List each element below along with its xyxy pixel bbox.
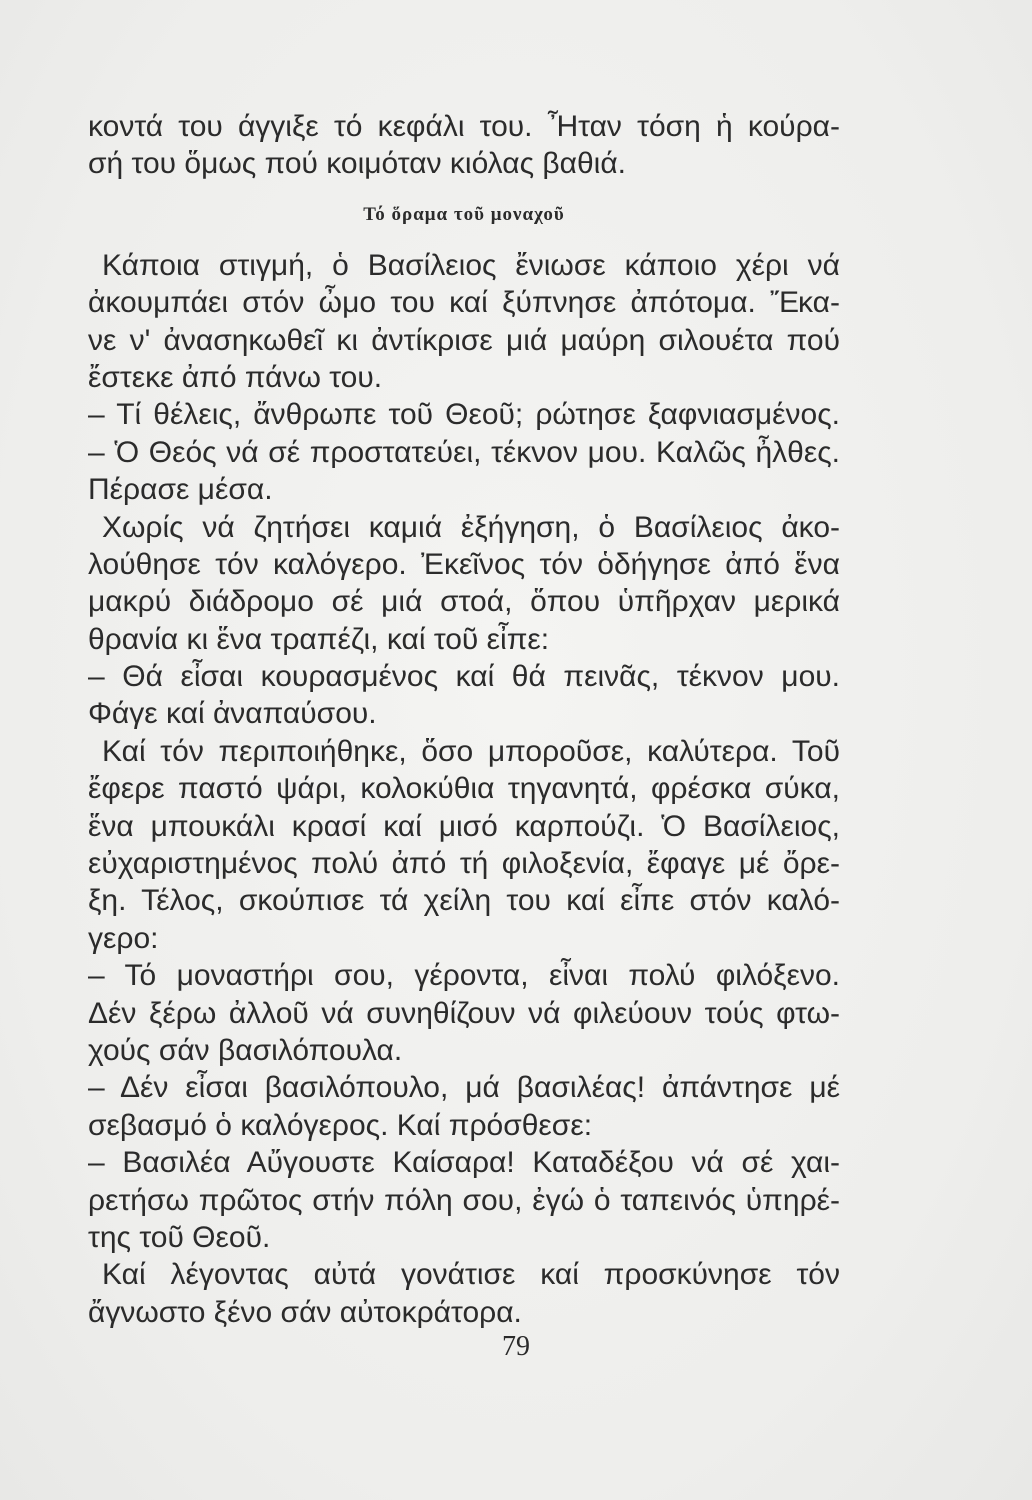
text-line: μακρύ διάδρομο σέ μιά στοά, ὅπου ὑπῆρχαν μερικά xyxy=(88,585,840,619)
dialogue-line: – Τί θέλεις, ἄνθρωπε τοῦ Θεοῦ; ρώτησε ξαφνιασμένος. xyxy=(88,398,840,432)
text-line: νε ν' ἀνασηκωθεῖ κι ἀντίκρισε μιά μαύρη σιλουέτα πού xyxy=(88,323,840,357)
text-line: ἀκουμπάει στόν ὦμο του καί ξύπνησε ἀπότομα. Ἔκα- xyxy=(88,286,840,320)
text-line: Καί λέγοντας αὐτά γονάτισε καί προσκύνησε τόν xyxy=(102,1258,840,1292)
text-line: Δέν ξέρω ἀλλοῦ νά συνηθίζουν νά φιλεύουν τούς φτω- xyxy=(88,996,840,1030)
text-line: ἄγνωστο ξένο σάν αὐτοκράτορα. xyxy=(88,1295,522,1329)
text-line: Χωρίς νά ζητήσει καμιά ἐξήγηση, ὁ Βασίλειος ἀκο- xyxy=(102,510,840,544)
text-line: σή του ὅμως πού κοιμόταν κιόλας βαθιά. xyxy=(88,147,626,181)
text-line: χούς σάν βασιλόπουλα. xyxy=(88,1033,403,1067)
text-line: Καί τόν περιποιήθηκε, ὅσο μποροῦσε, καλύτερα. Τοῦ xyxy=(102,734,840,768)
text-line: σεβασμό ὁ καλόγερος. Καί πρόσθεσε: xyxy=(88,1108,593,1142)
text-line: Πέρασε μέσα. xyxy=(88,473,273,507)
text-line: Κάποια στιγμή, ὁ Βασίλειος ἔνιωσε κάποιο χέρι νά xyxy=(102,248,840,282)
text-line: ξη. Τέλος, σκούπισε τά χείλη του καί εἶπε στόν καλό- xyxy=(88,884,840,918)
text-line: της τοῦ Θεοῦ. xyxy=(88,1220,271,1254)
text-line: θρανία κι ἕνα τραπέζι, καί τοῦ εἶπε: xyxy=(88,622,550,656)
text-line: ἔστεκε ἀπό πάνω του. xyxy=(88,360,383,394)
dialogue-line: – Δέν εἶσαι βασιλόπουλο, μά βασιλέας! ἀπάντησε μέ xyxy=(88,1071,840,1105)
text-line: ἔφερε παστό ψάρι, κολοκύθια τηγανητά, φρέσκα σύκα, xyxy=(88,772,840,806)
body-text xyxy=(88,108,840,1331)
section-heading: Τό ὅραμα τοῦ μοναχοῦ xyxy=(363,203,565,225)
text-line: κοντά του άγγιξε τό κεφάλι του. Ἦταν τόση ἡ κούρα- xyxy=(88,110,840,143)
dialogue-line: – Τό μοναστήρι σου, γέροντα, εἶναι πολύ φιλόξενο. xyxy=(88,959,840,993)
text-line: ρετήσω πρῶτος στήν πόλη σου, ἐγώ ὁ ταπεινός ὑπηρέ- xyxy=(88,1183,840,1217)
text-line: ἕνα μπουκάλι κρασί καί μισό καρπούζι. Ὁ Βασίλειος, xyxy=(88,809,840,843)
page-number: 79 xyxy=(502,1331,530,1362)
text-line: εὐχαριστημένος πολύ ἀπό τή φιλοξενία, ἔφαγε μέ ὄρε- xyxy=(88,847,840,881)
dialogue-line: – Βασιλέα Αὔγουστε Καίσαρα! Καταδέξου νά σέ χαι- xyxy=(88,1146,840,1180)
text-line: γερο: xyxy=(88,921,159,955)
text-line: Φάγε καί ἀναπαύσου. xyxy=(88,697,377,731)
dialogue-line: – Ὁ Θεός νά σέ προστατεύει, τέκνον μου. Καλῶς ἦλθες. xyxy=(88,435,840,469)
text-line: λούθησε τόν καλόγερο. Ἐκεῖνος τόν ὁδήγησε ἀπό ἕνα xyxy=(88,547,840,581)
dialogue-line: – Θά εἶσαι κουρασμένος καί θά πεινᾶς, τέκνον μου. xyxy=(88,660,840,694)
